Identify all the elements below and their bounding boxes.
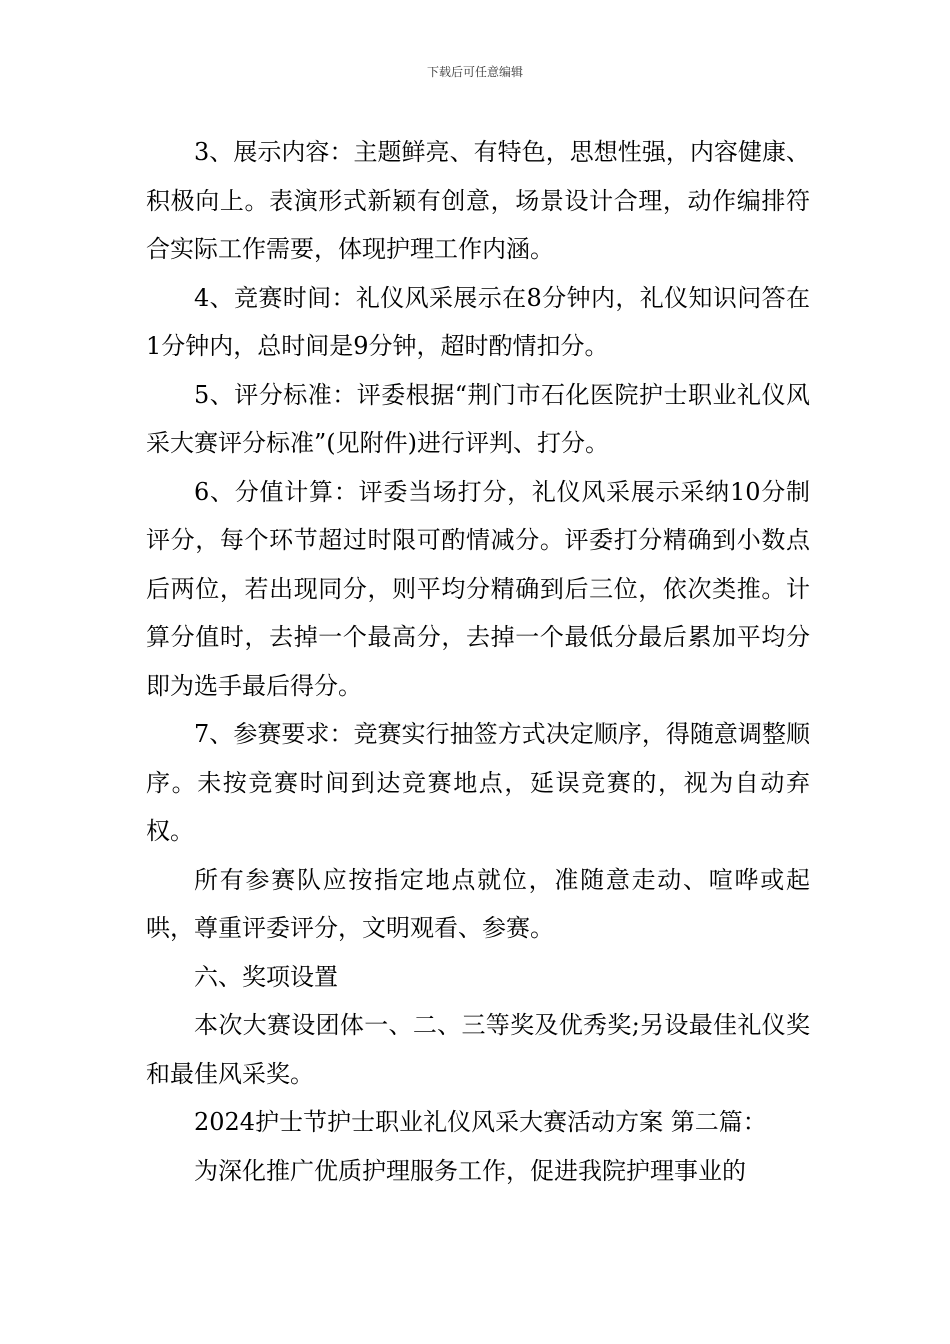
paragraph-competition-time: 4、竞赛时间：礼仪风采展示在8分钟内，礼仪知识问答在1分钟内，总时间是9分钟，超时酌情扣分。 (146, 283, 810, 360)
paragraph-second-plan-title: 2024护士节护士职业礼仪风采大赛活动方案 第二篇： (194, 1108, 767, 1136)
paragraph-score-calculation: 6、分值计算：评委当场打分，礼仪风采展示采纳10分制评分，每个环节超过时限可酌情减分。评委打分精确到小数点后两位，若出现同分，则平均分精确到后三位，依次类推。计算分值时，去掉一个最高分，去掉一个最低分最后累加平均分即为选手最后得分。 (146, 477, 810, 700)
section-heading-awards: 六、奖项设置 (194, 962, 338, 991)
page-header: 下载后可任意编辑 (426, 65, 523, 79)
paragraph-second-plan-intro: 为深化推广优质护理服务工作，促进我院护理事业的 (194, 1156, 746, 1185)
paragraph-display-content: 3、展示内容：主题鲜亮、有特色，思想性强，内容健康、积极向上。表演形式新颖有创意，场景设计合理，动作编排符合实际工作需要，体现护理工作内涵。 (146, 138, 810, 263)
paragraph-participation-requirements: 7、参赛要求：竞赛实行抽签方式决定顺序，得随意调整顺序。未按竞赛时间到达竞赛地点，延误竞赛的，视为自动弃权。 (146, 720, 810, 845)
document-body (146, 128, 810, 1195)
paragraph-awards: 本次大赛设团体一、二、三等奖及优秀奖;另设最佳礼仪奖和最佳风采奖。 (146, 1011, 810, 1088)
paragraph-scoring-standard: 5、评分标准：评委根据“荆门市石化医院护士职业礼仪风采大赛评分标准”(见附件)进行评判、打分。 (146, 380, 810, 457)
paragraph-team-conduct: 所有参赛队应按指定地点就位，准随意走动、喧哗或起哄，尊重评委评分，文明观看、参赛。 (146, 865, 810, 942)
